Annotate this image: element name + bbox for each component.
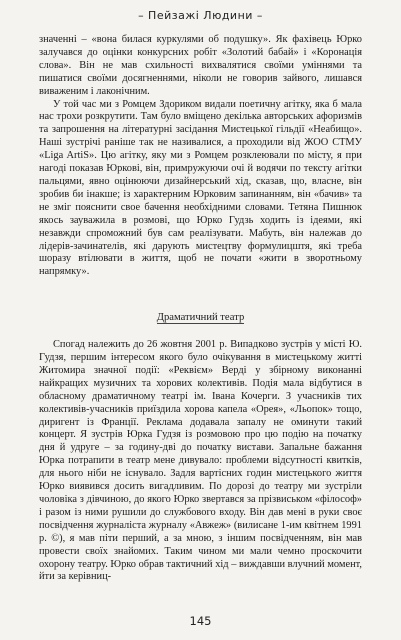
running-header: – Пейзажі Людини – <box>138 9 263 22</box>
section-title <box>39 312 362 325</box>
page-number: 145 <box>189 614 212 628</box>
body-text <box>39 34 362 584</box>
paragraph-continuation: значенні – «вона билася куркулями об подушку». Як фахівець Юрко залучався до оцінки конкурсних робіт «Золотий бабай» і «Коронація слова». Він не мав схильності вихвалятися своїми уміннями та пишатися своїми досягненнями, ніколи не говорив зайвого, лишався виваженим і лаконічним. <box>39 34 362 97</box>
section-title-text: Драматичний театр <box>156 312 245 324</box>
paragraph-theatre: Спогад належить до 26 жовтня 2001 р. Випадково зустрів у місті Ю. Гудзя, першим інтересом якого було очікування в мистецькому житті Житомира значної події: «Реквієм» Верді у збірному виконанні найкращих музичних та хорових колективів. Подія мала відбутися в обласному драматичному театрі ім. Івана Кочерги. З учасників тих колективів-учасників приїздила хорова капела «Орея», «Льопок» тощо, диригент із Франції. Реклама додавала запалу не оминути такий концерт. Я зустрів Юрка Гудзя із розмовою про цю подію на початку дня й удруге – за годину-дві до початку вистави. Запальне бажання Юрка потрапити в театр мене дивувало: проблеми відсутності квитків, для нього ніби не існувало. Задля вартісних годин мистецького життя Юрко виявився досить вигадливим. По дорозі до театру ми зустріли чоловіка з дівчиною, до якого Юрко звертався за прізвиськом «філософ» і разом із ними рушили до службового входу. Він дав мені в руки своє посвідчення журналіста журналу «Авжеж» (вилисане 1-им квітнем 1991 р. ©), я мав піти перший, а за мною, з іншим посвідченням, він мав провести своїх знайомих. Таким чином ми мали чемно проскочити охорону театру. Юрко обрав тактичний хід – виждавши влучний момент, йти за керівниц- <box>39 339 362 583</box>
paragraph-agitka: У той час ми з Ромцем Здориком видали поетичну агітку, яка б мала нас трохи розкрутити. Там було вміщено декілька авторських афоризмів та запрошення на літературні засідання Мистецької гільдії «Неабищо». Наші зустрічі раніше так не називалися, а проходили від ЖОО СТМУ «Liga ArtiS». Цю агітку, яку ми з Ромцем розклеювали по місту, я при нагоді показав Юркові, він, примружуючи очі й водячи по тексту агітки пальцями, явно оцінюючи дизайнерський хід, сказав, що, власне, він зробив би інакше; із характерним Юрковим запинанням, він «бачив» та не зміг пояснити свое бачення необхідними словами. Тетяна Пишнюк якось зауважила в розмові, що Юрко Гудзь ходить із ідеями, які незавжди спроможний був сам реалізувати. Мабуть, він належав до лідерів-зачинателів, які дарують мистецтву формулицштя, які треба шоразу втілювати в життя, щоб не почати «жити в зворотньому напрямку». <box>39 98 362 278</box>
